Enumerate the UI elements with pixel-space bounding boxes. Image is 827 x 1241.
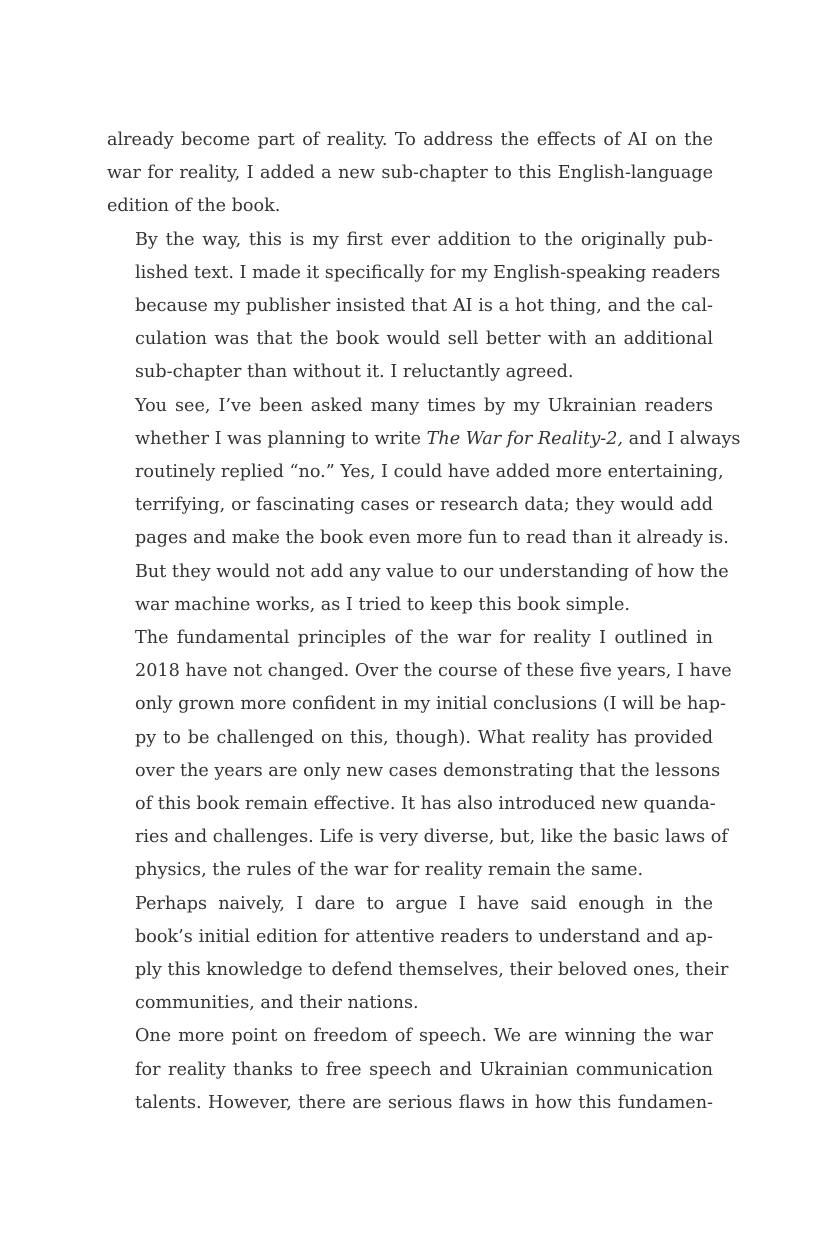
paragraph <box>107 622 732 888</box>
text-line: because my publisher insisted that AI is a hot thing, and the cal- <box>135 296 713 317</box>
text-line: talents. However, there are serious flaws in how this fundamen- <box>135 1092 713 1113</box>
text-line: py to be challenged on this, though). What reality has provided <box>135 727 713 748</box>
text-line: culation was that the book would sell better with an additional <box>135 329 713 350</box>
text-line: ply this knowledge to defend themselves, their beloved ones, their <box>135 960 729 981</box>
text-line: 2018 have not changed. Over the course of these five years, I have <box>135 661 732 682</box>
text-line: whether I was planning to write The War for Reality-2, and I always <box>135 428 741 449</box>
text-line: pages and make the book even more fun to read than it already is. <box>135 528 729 549</box>
book-title-italic: The War for Reality-2, <box>426 428 623 449</box>
text-line: war for reality, I added a new sub-chapter to this English-language <box>107 163 713 184</box>
text-line: The fundamental principles of the war for reality I outlined in <box>135 628 713 649</box>
text-line: physics, the rules of the war for reality remain the same. <box>135 860 644 881</box>
text-line: for reality thanks to free speech and Ukrainian communication <box>135 1059 713 1080</box>
text-line: By the way, this is my first ever addition to the originally pub- <box>135 229 713 250</box>
paragraph <box>107 390 741 622</box>
text-line: Perhaps naively, I dare to argue I have said enough in the <box>135 893 713 914</box>
paragraph <box>107 1020 713 1120</box>
text-line: routinely replied “no.” Yes, I could have added more entertaining, <box>135 462 724 483</box>
body-text <box>107 124 741 1120</box>
text-line: communities, and their nations. <box>135 993 419 1014</box>
paragraph <box>107 888 729 1021</box>
text-line: One more point on freedom of speech. We are winning the war <box>135 1026 713 1047</box>
text-line: already become part of reality. To address the effects of AI on the <box>107 130 713 150</box>
text-line: ries and challenges. Life is very diverse, but, like the basic laws of <box>135 827 728 848</box>
text-line: lished text. I made it specifically for my English-speaking readers <box>135 262 721 283</box>
text-line: But they would not add any value to our understanding of how the <box>135 561 729 582</box>
text-line: of this book remain effective. It has also introduced new quanda- <box>135 794 716 815</box>
paragraph <box>107 224 721 390</box>
text-line: war machine works, as I tried to keep this book simple. <box>135 594 631 615</box>
text-line: over the years are only new cases demonstrating that the lessons <box>135 760 721 781</box>
text-line: edition of the book. <box>107 196 281 217</box>
text-line: sub-chapter than without it. I reluctantly agreed. <box>135 362 574 383</box>
text-line: terrifying, or fascinating cases or research data; they would add <box>135 495 713 516</box>
text-line: You see, I’ve been asked many times by my Ukrainian readers <box>135 395 713 416</box>
text-line: book’s initial edition for attentive readers to understand and ap- <box>135 926 713 947</box>
paragraph <box>107 124 713 224</box>
text-line: only grown more confident in my initial conclusions (I will be hap- <box>135 694 726 715</box>
